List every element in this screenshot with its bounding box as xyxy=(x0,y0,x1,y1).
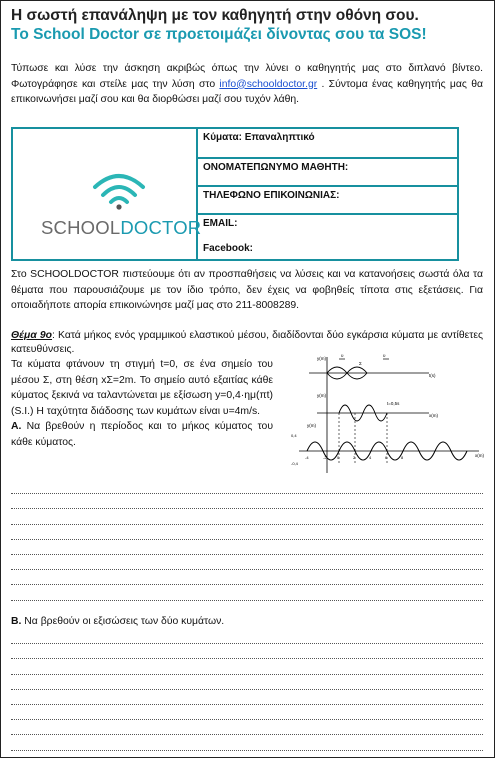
answer-line[interactable] xyxy=(11,509,483,524)
page-subtitle: Το School Doctor σε προετοιμάζει δίνοντας σου τα SOS! xyxy=(11,26,427,43)
answer-line[interactable] xyxy=(11,570,483,585)
page-title: Η σωστή επανάληψη με τον καθηγητή στην οθόνη σου. xyxy=(11,7,419,24)
intro-paragraph xyxy=(11,61,483,108)
graph-label: υ xyxy=(383,353,386,358)
answer-line[interactable] xyxy=(11,659,483,674)
question-intro-text: : Κατά μήκος ενός γραμμικού ελαστικού μέσου, διαδίδονται δύο εγκάρσια κύματα με αντίθετες κατευθύνσεις. xyxy=(11,330,483,355)
answer-lines-a[interactable] xyxy=(11,479,483,601)
answer-line[interactable] xyxy=(11,525,483,540)
intro-text-after: . Σύντομα ένας καθηγητής μας θα επικοινωνήσει μαζί σου και θα διορθώσει μαζί σου τυχόν λάθη. xyxy=(11,78,483,105)
graph-tick: 8 xyxy=(401,455,404,460)
answer-line[interactable] xyxy=(11,720,483,735)
answer-line[interactable] xyxy=(11,675,483,690)
graph-label: t(s) xyxy=(429,373,436,378)
answer-line[interactable] xyxy=(11,735,483,750)
part-b: Β. Να βρεθούν οι εξισώσεις των δύο κυμάτων. xyxy=(11,616,225,627)
wifi-icon xyxy=(91,171,147,211)
field-email-facebook xyxy=(198,215,457,259)
part-a: Α. Να βρεθούν η περίοδος και το μήκος κύματος του κάθε κύματος. xyxy=(11,421,273,448)
question-label: Θέμα 9ο xyxy=(11,330,53,341)
graph-tick: 0 xyxy=(337,455,340,460)
graph-tick: 0,4 xyxy=(291,433,297,438)
graph-tick: 2 xyxy=(353,455,356,460)
answer-line[interactable] xyxy=(11,690,483,705)
field-topic: Κύματα: Επαναληπτικό xyxy=(198,129,457,159)
graph-label: y(m) xyxy=(317,356,326,361)
graph-label: x(m) xyxy=(429,413,438,418)
graph-label: Σ xyxy=(359,361,362,366)
question-body-text: Τα κύματα φτάνουν τη στιγμή t=0, σε ένα σημείο του μέσου Σ, στη θέση xΣ=2m. Το σημείο αυτό εξαιτίας κάθε κύματος ξεκινά να ταλαντώνεται με εξίσωση y=0,4·ημ(πt) (S.I.) Η ταχύτητα διάδοσης των κυμάτων είναι υ=4m/s. xyxy=(11,359,273,417)
wave-graph xyxy=(279,353,489,475)
info-fields xyxy=(198,129,457,259)
email-link[interactable]: info@schooldoctor.gr xyxy=(219,78,318,90)
graph-tick: 4 xyxy=(369,455,372,460)
about-paragraph: Στο SCHOOLDOCTOR πιστεύουμε ότι αν προσπαθήσεις να λύσεις και να κατανοήσεις σωστά όλα τα θέματα που παρουσιάζουμε με τον ίδιο τρόπο, δεν έχεις να φοβηθείς τίποτα στις εξετάσεις. Για οποιαδήποτε απορία επικοινώνησε μαζί μας στο 211-8008289. xyxy=(11,269,483,311)
answer-line[interactable] xyxy=(11,585,483,600)
answer-line[interactable] xyxy=(11,629,483,644)
answer-line[interactable] xyxy=(11,540,483,555)
field-phone[interactable]: ΤΗΛΕΦΩΝΟ ΕΠΙΚΟΙΝΩΝΙΑΣ: xyxy=(198,187,457,215)
answer-line[interactable] xyxy=(11,479,483,494)
graph-tick: -2 xyxy=(323,455,327,460)
answer-line[interactable] xyxy=(11,705,483,720)
graph-label: t=0,5s xyxy=(387,401,400,406)
graph-label: y(m) xyxy=(317,393,326,398)
student-info-box xyxy=(11,127,459,261)
answer-lines-b[interactable] xyxy=(11,629,483,751)
graph-tick: 6 xyxy=(385,455,388,460)
schooldoctor-logo: SCHOOLDOCTOR xyxy=(41,217,202,238)
logo-cell xyxy=(13,129,202,259)
graph-tick: -4 xyxy=(305,455,309,460)
answer-line[interactable] xyxy=(11,555,483,570)
field-student-name[interactable]: ΟΝΟΜΑΤΕΠΩΝΥΜΟ ΜΑΘΗΤΗ: xyxy=(198,159,457,187)
intro-text-before: Τύπωσε και λύσε την άσκηση ακριβώς όπως την λύνει ο καθηγητής μας στο διπλανό βίντεο. Φωτογράφησε και στείλε μας την λύση στο xyxy=(11,63,483,90)
graph-label: y(m) xyxy=(307,423,316,428)
answer-line[interactable] xyxy=(11,644,483,659)
field-email[interactable]: EMAIL: xyxy=(203,218,238,229)
graph-tick: -0,4 xyxy=(291,461,298,466)
graph-label: υ xyxy=(341,353,344,358)
question-body xyxy=(11,357,273,450)
answer-line[interactable] xyxy=(11,494,483,509)
graph-label: x(m) xyxy=(475,453,484,458)
field-facebook[interactable]: Facebook: xyxy=(203,243,254,254)
